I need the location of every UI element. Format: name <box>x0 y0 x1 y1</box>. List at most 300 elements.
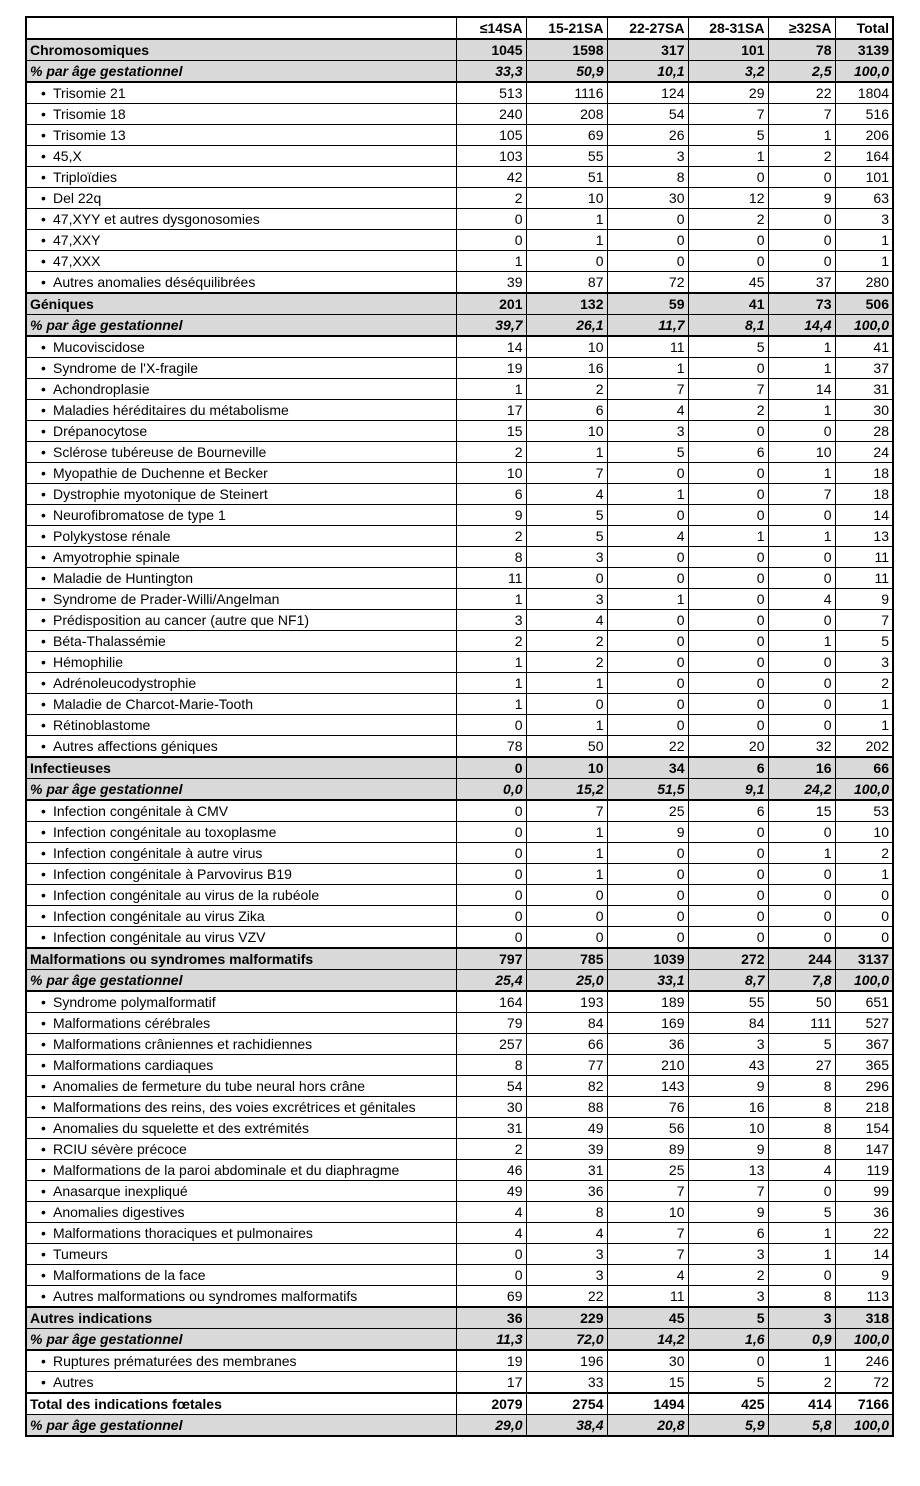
cell-value: 7 <box>688 104 768 125</box>
row-label: Autres indications <box>26 1307 456 1329</box>
cell-value: 0 <box>768 505 835 526</box>
row-label: • Maladies héréditaires du métabolisme <box>26 400 456 421</box>
cell-value: 3 <box>607 421 688 442</box>
cell-value: 6 <box>526 400 607 421</box>
cell-value: 1804 <box>835 82 893 104</box>
cell-value: 1494 <box>607 1393 688 1415</box>
header-cell: 15-21SA <box>526 17 607 39</box>
table-row <box>26 209 893 230</box>
cell-value: 9 <box>456 505 526 526</box>
cell-value: 1 <box>768 843 835 864</box>
cell-value: 32 <box>768 736 835 758</box>
cell-value: 30 <box>607 1350 688 1372</box>
cell-value: 0 <box>688 589 768 610</box>
cell-value: 0 <box>607 885 688 906</box>
cell-value: 0 <box>835 906 893 927</box>
table-row <box>26 1265 893 1286</box>
cell-value: 1,6 <box>688 1329 768 1351</box>
cell-value: 105 <box>456 125 526 146</box>
cell-value: 0 <box>456 1244 526 1265</box>
table-row <box>26 400 893 421</box>
cell-value: 2 <box>768 1372 835 1394</box>
cell-value: 240 <box>456 104 526 125</box>
cat-row <box>26 39 893 61</box>
row-label: • Infection congénitale à autre virus <box>26 843 456 864</box>
cat-row <box>26 757 893 779</box>
cell-value: 218 <box>835 1097 893 1118</box>
cell-value: 1039 <box>607 948 688 970</box>
cell-value: 0 <box>768 1265 835 1286</box>
table-row <box>26 1350 893 1372</box>
cell-value: 8 <box>456 547 526 568</box>
cell-value: 7,8 <box>768 970 835 992</box>
cell-value: 20 <box>688 736 768 758</box>
cell-value: 3137 <box>835 948 893 970</box>
cell-value: 0 <box>456 715 526 736</box>
pct-row <box>26 61 893 83</box>
cell-value: 0 <box>607 631 688 652</box>
table-row <box>26 104 893 125</box>
row-label: • Hémophilie <box>26 652 456 673</box>
cell-value: 45 <box>688 272 768 294</box>
cell-value: 4 <box>607 1265 688 1286</box>
cell-value: 103 <box>456 146 526 167</box>
table-row <box>26 442 893 463</box>
table-row <box>26 589 893 610</box>
cell-value: 11,3 <box>456 1329 526 1351</box>
table-row <box>26 505 893 526</box>
cell-value: 189 <box>607 991 688 1013</box>
cell-value: 0 <box>768 547 835 568</box>
cell-value: 7 <box>607 1181 688 1202</box>
row-label: % par âge gestationnel <box>26 970 456 992</box>
cell-value: 1 <box>456 251 526 272</box>
cell-value: 9 <box>688 1139 768 1160</box>
cell-value: 0 <box>456 885 526 906</box>
cell-value: 88 <box>526 1097 607 1118</box>
cell-value: 10 <box>456 463 526 484</box>
cell-value: 15,2 <box>526 779 607 801</box>
cell-value: 1 <box>768 125 835 146</box>
cell-value: 797 <box>456 948 526 970</box>
cell-value: 33 <box>526 1372 607 1394</box>
cell-value: 50 <box>768 991 835 1013</box>
table-row <box>26 694 893 715</box>
cell-value: 1 <box>456 589 526 610</box>
cell-value: 34 <box>607 757 688 779</box>
cell-value: 1 <box>835 864 893 885</box>
cell-value: 0 <box>688 568 768 589</box>
cell-value: 2 <box>768 146 835 167</box>
cell-value: 0 <box>607 505 688 526</box>
cell-value: 100,0 <box>835 315 893 337</box>
header-cell: 28-31SA <box>688 17 768 39</box>
cell-value: 0 <box>456 230 526 251</box>
row-label: • Tumeurs <box>26 1244 456 1265</box>
table-row <box>26 843 893 864</box>
cell-value: 1 <box>526 864 607 885</box>
cell-value: 147 <box>835 1139 893 1160</box>
cell-value: 2 <box>688 400 768 421</box>
cell-value: 1 <box>607 358 688 379</box>
cell-value: 13 <box>688 1160 768 1181</box>
cell-value: 31 <box>835 379 893 400</box>
cell-value: 1 <box>526 673 607 694</box>
table-row <box>26 146 893 167</box>
cell-value: 7 <box>607 1223 688 1244</box>
cell-value: 6 <box>688 442 768 463</box>
cell-value: 4 <box>768 589 835 610</box>
cell-value: 1 <box>526 209 607 230</box>
cell-value: 20,8 <box>607 1415 688 1437</box>
row-label: • Béta-Thalassémie <box>26 631 456 652</box>
row-label: • Anasarque inexpliqué <box>26 1181 456 1202</box>
cell-value: 33,1 <box>607 970 688 992</box>
cell-value: 43 <box>688 1055 768 1076</box>
table-row <box>26 230 893 251</box>
cell-value: 11 <box>607 336 688 358</box>
cell-value: 1 <box>688 526 768 547</box>
cell-value: 78 <box>768 39 835 61</box>
cell-value: 0 <box>456 864 526 885</box>
cell-value: 2 <box>456 442 526 463</box>
cell-value: 2 <box>456 631 526 652</box>
cell-value: 229 <box>526 1307 607 1329</box>
cell-value: 1598 <box>526 39 607 61</box>
cell-value: 77 <box>526 1055 607 1076</box>
cell-value: 30 <box>835 400 893 421</box>
cell-value: 3 <box>835 652 893 673</box>
cell-value: 246 <box>835 1350 893 1372</box>
table-row <box>26 822 893 843</box>
cell-value: 208 <box>526 104 607 125</box>
cell-value: 30 <box>607 188 688 209</box>
cell-value: 89 <box>607 1139 688 1160</box>
cell-value: 0 <box>456 906 526 927</box>
cell-value: 1 <box>768 1350 835 1372</box>
cell-value: 0 <box>688 652 768 673</box>
row-label: • 47,XYY et autres dysgonosomies <box>26 209 456 230</box>
table-row <box>26 927 893 949</box>
cell-value: 1 <box>835 230 893 251</box>
cell-value: 0 <box>456 757 526 779</box>
table-row <box>26 1372 893 1394</box>
cat-row <box>26 1307 893 1329</box>
table-row <box>26 652 893 673</box>
cell-value: 4 <box>607 400 688 421</box>
cell-value: 0 <box>768 864 835 885</box>
cell-value: 257 <box>456 1034 526 1055</box>
cell-value: 5 <box>688 1307 768 1329</box>
cell-value: 69 <box>456 1286 526 1308</box>
cell-value: 7 <box>688 1181 768 1202</box>
cell-value: 0 <box>835 885 893 906</box>
row-label: • Maladie de Huntington <box>26 568 456 589</box>
cell-value: 0 <box>456 822 526 843</box>
cell-value: 2 <box>835 673 893 694</box>
cell-value: 9 <box>768 188 835 209</box>
cell-value: 154 <box>835 1118 893 1139</box>
cell-value: 6 <box>688 800 768 822</box>
row-label: • Prédisposition au cancer (autre que NF1) <box>26 610 456 631</box>
totalpct-row <box>26 1415 893 1437</box>
cell-value: 0 <box>607 673 688 694</box>
row-label: • 47,XXY <box>26 230 456 251</box>
cell-value: 50,9 <box>526 61 607 83</box>
cell-value: 5 <box>768 1034 835 1055</box>
cell-value: 22 <box>526 1286 607 1308</box>
pct-row <box>26 1329 893 1351</box>
cell-value: 5 <box>526 526 607 547</box>
cell-value: 25,0 <box>526 970 607 992</box>
table-row <box>26 736 893 758</box>
cell-value: 0,9 <box>768 1329 835 1351</box>
row-label: • Infection congénitale au virus VZV <box>26 927 456 949</box>
cell-value: 0 <box>456 927 526 949</box>
cell-value: 10 <box>526 188 607 209</box>
cell-value: 7 <box>835 610 893 631</box>
cell-value: 10 <box>768 442 835 463</box>
cell-value: 169 <box>607 1013 688 1034</box>
table-row <box>26 1244 893 1265</box>
cell-value: 0 <box>688 230 768 251</box>
cell-value: 0 <box>768 167 835 188</box>
cell-value: 0 <box>688 906 768 927</box>
cell-value: 25,4 <box>456 970 526 992</box>
header-cell: 22-27SA <box>607 17 688 39</box>
cell-value: 2 <box>526 379 607 400</box>
cell-value: 41 <box>688 293 768 315</box>
cell-value: 99 <box>835 1181 893 1202</box>
cell-value: 1 <box>456 673 526 694</box>
cell-value: 0 <box>688 631 768 652</box>
cell-value: 10 <box>688 1118 768 1139</box>
cell-value: 317 <box>607 39 688 61</box>
row-label: • RCIU sévère précoce <box>26 1139 456 1160</box>
cell-value: 0 <box>526 885 607 906</box>
cell-value: 55 <box>526 146 607 167</box>
cell-value: 0 <box>688 463 768 484</box>
cell-value: 0 <box>607 906 688 927</box>
cell-value: 8 <box>607 167 688 188</box>
cell-value: 0 <box>768 694 835 715</box>
row-label: • Infection congénitale au toxoplasme <box>26 822 456 843</box>
cell-value: 5 <box>688 336 768 358</box>
table-row <box>26 1286 893 1308</box>
cell-value: 36 <box>526 1181 607 1202</box>
table-row <box>26 336 893 358</box>
cell-value: 76 <box>607 1097 688 1118</box>
cell-value: 651 <box>835 991 893 1013</box>
table-row <box>26 1181 893 1202</box>
cell-value: 4 <box>456 1223 526 1244</box>
table-row <box>26 251 893 272</box>
row-label: • Dystrophie myotonique de Steinert <box>26 484 456 505</box>
cell-value: 280 <box>835 272 893 294</box>
cell-value: 143 <box>607 1076 688 1097</box>
cell-value: 0 <box>688 864 768 885</box>
table-row <box>26 526 893 547</box>
table-row <box>26 125 893 146</box>
cell-value: 196 <box>526 1350 607 1372</box>
cell-value: 14,4 <box>768 315 835 337</box>
cell-value: 0 <box>768 230 835 251</box>
cell-value: 0 <box>768 715 835 736</box>
header-cell: Total <box>835 17 893 39</box>
cell-value: 9 <box>835 1265 893 1286</box>
cell-value: 1 <box>688 146 768 167</box>
cell-value: 11 <box>835 547 893 568</box>
cell-value: 14 <box>835 505 893 526</box>
cell-value: 63 <box>835 188 893 209</box>
cell-value: 28 <box>835 421 893 442</box>
cell-value: 37 <box>835 358 893 379</box>
pct-row <box>26 315 893 337</box>
cell-value: 210 <box>607 1055 688 1076</box>
cell-value: 36 <box>456 1307 526 1329</box>
cell-value: 59 <box>607 293 688 315</box>
cell-value: 10 <box>526 336 607 358</box>
cell-value: 0 <box>688 167 768 188</box>
cell-value: 0 <box>688 673 768 694</box>
cell-value: 164 <box>456 991 526 1013</box>
cell-value: 8 <box>768 1118 835 1139</box>
cell-value: 0 <box>768 568 835 589</box>
cell-value: 1 <box>835 251 893 272</box>
cell-value: 14 <box>768 379 835 400</box>
cell-value: 4 <box>526 1223 607 1244</box>
cell-value: 0 <box>768 906 835 927</box>
row-label: % par âge gestationnel <box>26 1415 456 1437</box>
cell-value: 3 <box>526 1244 607 1265</box>
table-row <box>26 1034 893 1055</box>
cell-value: 0 <box>607 251 688 272</box>
cell-value: 84 <box>688 1013 768 1034</box>
cell-value: 0 <box>607 547 688 568</box>
cell-value: 11 <box>835 568 893 589</box>
cell-value: 10 <box>526 421 607 442</box>
cell-value: 3 <box>526 1265 607 1286</box>
row-label: % par âge gestationnel <box>26 315 456 337</box>
cell-value: 2 <box>526 652 607 673</box>
cell-value: 0 <box>688 358 768 379</box>
table-row <box>26 1097 893 1118</box>
cell-value: 3 <box>688 1244 768 1265</box>
cell-value: 41 <box>835 336 893 358</box>
table-row <box>26 188 893 209</box>
cell-value: 3 <box>526 547 607 568</box>
cell-value: 2 <box>456 1139 526 1160</box>
row-label: • Anomalies du squelette et des extrémités <box>26 1118 456 1139</box>
cell-value: 0 <box>688 505 768 526</box>
cell-value: 16 <box>526 358 607 379</box>
table-row <box>26 568 893 589</box>
table-row <box>26 864 893 885</box>
cell-value: 367 <box>835 1034 893 1055</box>
cell-value: 25 <box>607 1160 688 1181</box>
cell-value: 202 <box>835 736 893 758</box>
cell-value: 100,0 <box>835 61 893 83</box>
cell-value: 22 <box>607 736 688 758</box>
cell-value: 0 <box>456 209 526 230</box>
total-row <box>26 1393 893 1415</box>
table-row <box>26 715 893 736</box>
cell-value: 39 <box>456 272 526 294</box>
table-row <box>26 631 893 652</box>
table-row <box>26 379 893 400</box>
cell-value: 0 <box>688 822 768 843</box>
cell-value: 0 <box>607 209 688 230</box>
cell-value: 3 <box>688 1286 768 1308</box>
cell-value: 33,3 <box>456 61 526 83</box>
table-row <box>26 272 893 294</box>
row-label: Infectieuses <box>26 757 456 779</box>
table-row <box>26 1118 893 1139</box>
cell-value: 0 <box>526 251 607 272</box>
cell-value: 1 <box>456 379 526 400</box>
cell-value: 1 <box>768 463 835 484</box>
cell-value: 24 <box>835 442 893 463</box>
cell-value: 10 <box>607 1202 688 1223</box>
cell-value: 54 <box>607 104 688 125</box>
cell-value: 7 <box>688 379 768 400</box>
cell-value: 5,8 <box>768 1415 835 1437</box>
cell-value: 84 <box>526 1013 607 1034</box>
cell-value: 3 <box>526 589 607 610</box>
cell-value: 79 <box>456 1013 526 1034</box>
cell-value: 16 <box>688 1097 768 1118</box>
cell-value: 0 <box>768 610 835 631</box>
cell-value: 164 <box>835 146 893 167</box>
table-row <box>26 1139 893 1160</box>
cell-value: 73 <box>768 293 835 315</box>
cell-value: 3,2 <box>688 61 768 83</box>
cell-value: 11,7 <box>607 315 688 337</box>
cell-value: 111 <box>768 1013 835 1034</box>
cell-value: 11 <box>456 568 526 589</box>
cell-value: 0,0 <box>456 779 526 801</box>
cell-value: 0 <box>607 715 688 736</box>
row-label: • Infection congénitale au virus Zika <box>26 906 456 927</box>
cell-value: 100,0 <box>835 779 893 801</box>
cat-row <box>26 948 893 970</box>
cell-value: 0 <box>607 864 688 885</box>
cell-value: 5 <box>607 442 688 463</box>
cell-value: 49 <box>456 1181 526 1202</box>
cell-value: 1 <box>835 715 893 736</box>
cell-value: 0 <box>688 843 768 864</box>
cell-value: 100,0 <box>835 1329 893 1351</box>
cell-value: 31 <box>456 1118 526 1139</box>
table-row <box>26 463 893 484</box>
row-label: • Polykystose rénale <box>26 526 456 547</box>
cell-value: 11 <box>607 1286 688 1308</box>
row-label: • Syndrome de Prader-Willi/Angelman <box>26 589 456 610</box>
cell-value: 0 <box>526 568 607 589</box>
row-label: • 47,XXX <box>26 251 456 272</box>
cell-value: 9 <box>607 822 688 843</box>
cell-value: 100,0 <box>835 1415 893 1437</box>
cell-value: 66 <box>526 1034 607 1055</box>
row-label: • Ruptures prématurées des membranes <box>26 1350 456 1372</box>
cell-value: 0 <box>688 694 768 715</box>
cell-value: 8,1 <box>688 315 768 337</box>
header-cell: ≥32SA <box>768 17 835 39</box>
cat-row <box>26 293 893 315</box>
cell-value: 16 <box>768 757 835 779</box>
cell-value: 0 <box>607 230 688 251</box>
cell-value: 414 <box>768 1393 835 1415</box>
